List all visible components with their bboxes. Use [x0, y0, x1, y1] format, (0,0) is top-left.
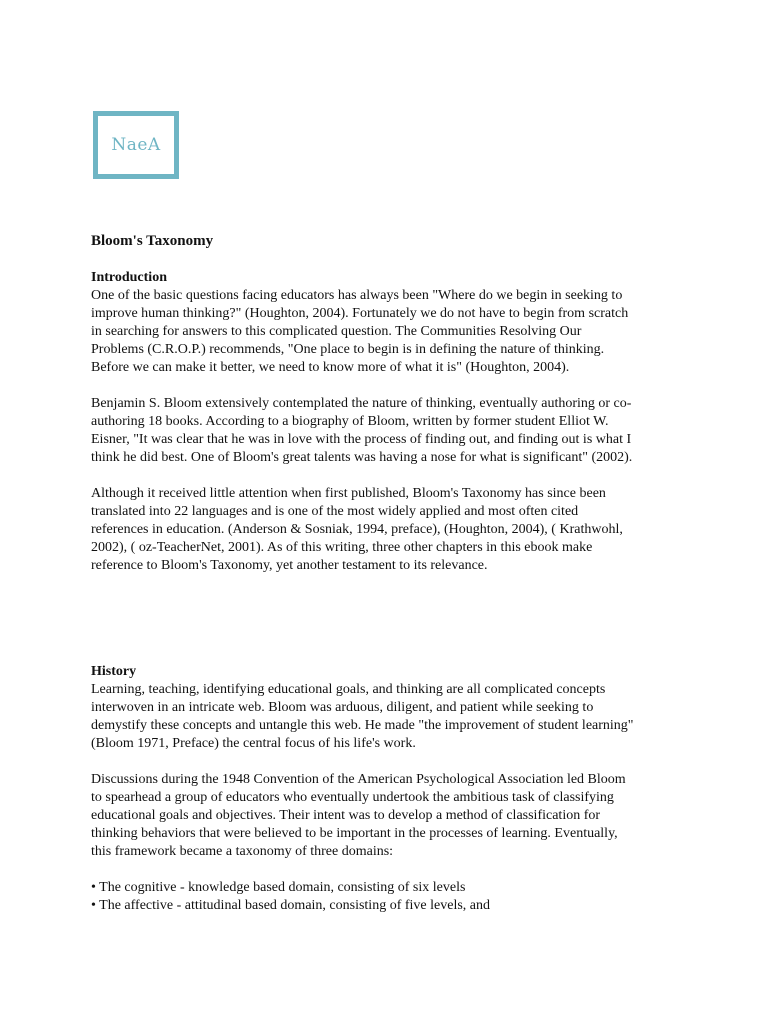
paragraph-intro-1	[91, 287, 691, 377]
section-heading-history: History	[91, 664, 137, 679]
text-line: Although it received little attention when first published, Bloom's Taxonomy has since been	[91, 486, 606, 501]
domain-bullet-list	[91, 879, 691, 915]
text-line: references in education. (Anderson & Sosniak, 1994, preface), (Houghton, 2004), ( Krathwohl,	[91, 522, 623, 537]
text-line: authoring 18 books. According to a biography of Bloom, written by former student Elliot W.	[91, 414, 609, 429]
text-line: (Bloom 1971, Preface) the central focus of his life's work.	[91, 736, 416, 751]
naea-logo	[93, 111, 179, 179]
logo-text: NaeA	[111, 135, 161, 155]
section-heading-introduction: Introduction	[91, 270, 167, 285]
text-line: thinking behaviors that were believed to be important in the processes of learning. Eventually,	[91, 826, 618, 841]
paragraph-history-2	[91, 771, 691, 861]
text-line: Before we can make it better, we need to know more of what it is" (Houghton, 2004).	[91, 360, 570, 375]
text-line: this framework became a taxonomy of three domains:	[91, 844, 394, 859]
text-line: educational goals and objectives. Their intent was to develop a method of classification for	[91, 808, 601, 823]
bullet-item-affective: • The affective - attitudinal based domain, consisting of five levels, and	[91, 898, 490, 913]
text-line: interwoven in an intricate web. Bloom was arduous, diligent, and patient while seeking to	[91, 700, 594, 715]
text-line: 2002), ( oz-TeacherNet, 2001). As of this writing, three other chapters in this ebook make	[91, 540, 593, 555]
document-body	[91, 232, 691, 915]
text-line: think he did best. One of Bloom's great talents was having a nose for what is significant" (2002).	[91, 450, 633, 465]
document-title: Bloom's Taxonomy	[91, 233, 214, 249]
text-line: Benjamin S. Bloom extensively contemplated the nature of thinking, eventually authoring or co-	[91, 396, 632, 411]
paragraph-intro-2	[91, 395, 691, 467]
text-line: improve human thinking?" (Houghton, 2004). Fortunately we do not have to begin from scratch	[91, 306, 629, 321]
text-line: Learning, teaching, identifying educational goals, and thinking are all complicated concepts	[91, 682, 606, 697]
section-spacer	[91, 593, 691, 663]
bullet-item-cognitive: • The cognitive - knowledge based domain, consisting of six levels	[91, 880, 466, 895]
text-line: Eisner, "It was clear that he was in love with the process of finding out, and finding out is what I	[91, 432, 632, 447]
text-line: in searching for answers to this complicated question. The Communities Resolving Our	[91, 324, 582, 339]
paragraph-history-1	[91, 681, 691, 753]
text-line: Discussions during the 1948 Convention of the American Psychological Association led Bloom	[91, 772, 626, 787]
text-line: Problems (C.R.O.P.) recommends, "One place to begin is in defining the nature of thinking.	[91, 342, 605, 357]
text-line: to spearhead a group of educators who eventually undertook the ambitious task of classifying	[91, 790, 614, 805]
text-line: translated into 22 languages and is one of the most widely applied and most often cited	[91, 504, 579, 519]
text-line: One of the basic questions facing educators has always been "Where do we begin in seeking to	[91, 288, 623, 303]
text-line: reference to Bloom's Taxonomy, yet another testament to its relevance.	[91, 558, 488, 573]
paragraph-intro-3	[91, 485, 691, 575]
text-line: demystify these concepts and untangle this web. He made "the improvement of student learning"	[91, 718, 634, 733]
